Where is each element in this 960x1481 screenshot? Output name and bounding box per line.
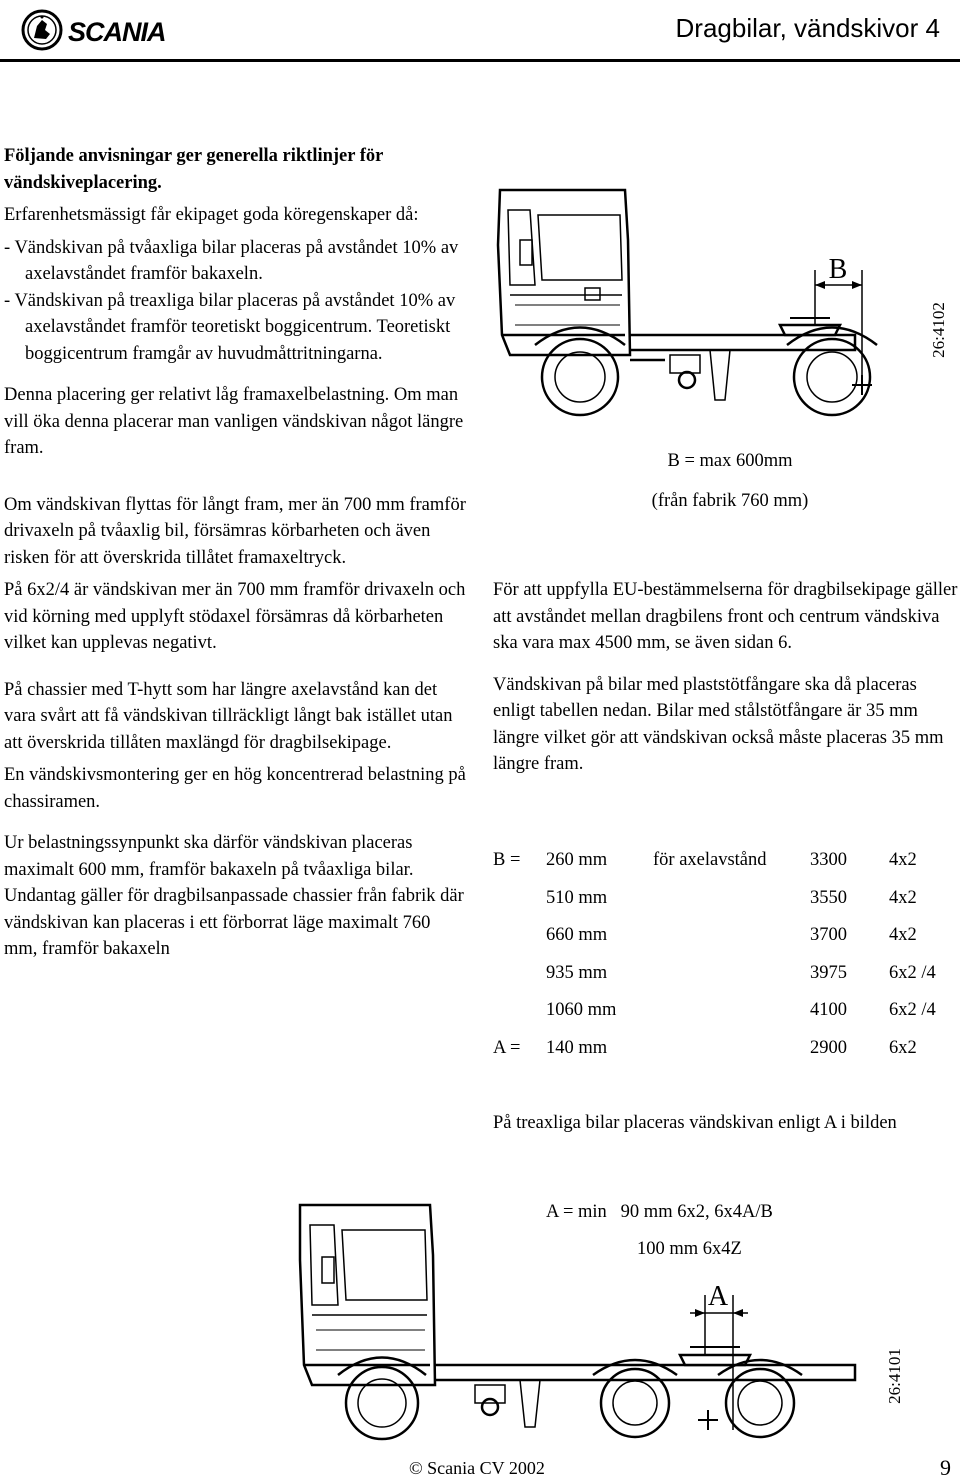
- brand-wordmark: SCANIA: [68, 17, 166, 47]
- figure-caption: A = min 90 mm 6x2, 6x4A/B: [546, 1202, 773, 1222]
- right-column: [493, 577, 960, 778]
- table-row: 1060 mm 4100 6x2 /4: [546, 1000, 936, 1021]
- dimension-label-a: A: [707, 1281, 729, 1312]
- truck-diagram-4x2: [490, 185, 930, 415]
- placement-table: [493, 850, 960, 1076]
- left-column: [4, 143, 466, 963]
- figure-caption: (från fabrik 760 mm): [651, 491, 809, 511]
- paragraph: På treaxliga bilar placeras vändskivan enligt A i bilden: [493, 1113, 897, 1133]
- header-divider: [0, 59, 960, 62]
- dimension-label-b: B: [828, 254, 848, 285]
- paragraph: På chassier med T-hytt som har längre axelavstånd kan det vara svårt att få vändskivan tillräckligt långt bak istället utan att överskrida tillåten maxlängd för dragbilsekipage.: [4, 679, 453, 753]
- paragraph: Ur belastningssynpunkt ska därför vändskivan placeras maximalt 600 mm, framför bakaxeln på tvåaxliga bilar. Undantag gäller för dragbilsanpassade chassier från fabrik där vändskivan kan placeras i ett förborrat läge maximalt 760 mm, framför bakaxeln: [4, 833, 464, 959]
- bullet-item: - Vändskivan på tvåaxliga bilar placeras på avståndet 10% av axelavståndet framför bakaxeln.: [4, 237, 459, 284]
- bullet-item: - Vändskivan på treaxliga bilar placeras på avståndet 10% av axelavståndet framför teoretiskt boggicentrum. Teoretiskt boggicentrum framgår av huvudmåttritningarna.: [4, 290, 456, 364]
- table-row: 660 mm 3700 4x2: [546, 925, 917, 946]
- figure-caption: 100 mm 6x4Z: [637, 1239, 742, 1259]
- page-number: 9: [940, 1455, 951, 1480]
- scania-logo: [20, 8, 190, 52]
- figure-code: 26:4102: [929, 302, 948, 358]
- paragraph: Erfarenhetsmässigt får ekipaget goda köregenskaper då:: [4, 205, 419, 225]
- page-title: Dragbilar, vändskivor 4: [675, 13, 940, 43]
- paragraph: På 6x2/4 är vändskivan mer än 700 mm framför drivaxeln och vid körning med upplyft stödaxel försämras då körbarheten vilket kan upplevas negativt.: [4, 580, 466, 653]
- figure-caption: B = max 600mm: [667, 451, 793, 471]
- paragraph: Vändskivan på bilar med plaststötfångare ska då placeras enligt tabellen nedan. Bilar med stålstötfångare är 35 mm längre vilket gör att vändskivan också måste placeras 35 mm längre fram.: [493, 674, 944, 774]
- paragraph: Om vändskivan flyttas för långt fram, mer än 700 mm framför drivaxeln på tvåaxlig bil, försämras körbarheten och även risken för att överskrida tillåtet framaxeltryck.: [4, 494, 466, 568]
- table-row: 935 mm 3975 6x2 /4: [546, 962, 936, 983]
- paragraph: Denna placering ger relativt låg framaxelbelastning. Om man vill öka denna placerar man vanligen vändskivan något längre fram.: [4, 385, 464, 458]
- table-row: B = 260 mm för axelavstånd 3300 4x2: [493, 850, 917, 870]
- truck-diagram-6x2: [290, 1195, 870, 1440]
- table-row: 510 mm 3550 4x2: [546, 887, 917, 908]
- copyright-footer: © Scania CV 2002: [409, 1458, 545, 1478]
- intro-heading: Följande anvisningar ger generella riktlinjer för vändskiveplacering.: [4, 146, 384, 193]
- table-row: A = 140 mm 2900 6x2: [493, 1037, 917, 1058]
- paragraph: En vändskivsmontering ger en hög koncentrerad belastning på chassiramen.: [4, 765, 466, 812]
- figure-code: 26:4101: [885, 1348, 904, 1404]
- griffin-emblem-icon: [20, 8, 190, 52]
- paragraph: För att uppfylla EU-bestämmelserna för dragbilsekipage gäller att avståndet mellan dragbilens front och centrum vändskiva ska vara max 4500 mm, se även sidan 6.: [493, 580, 958, 653]
